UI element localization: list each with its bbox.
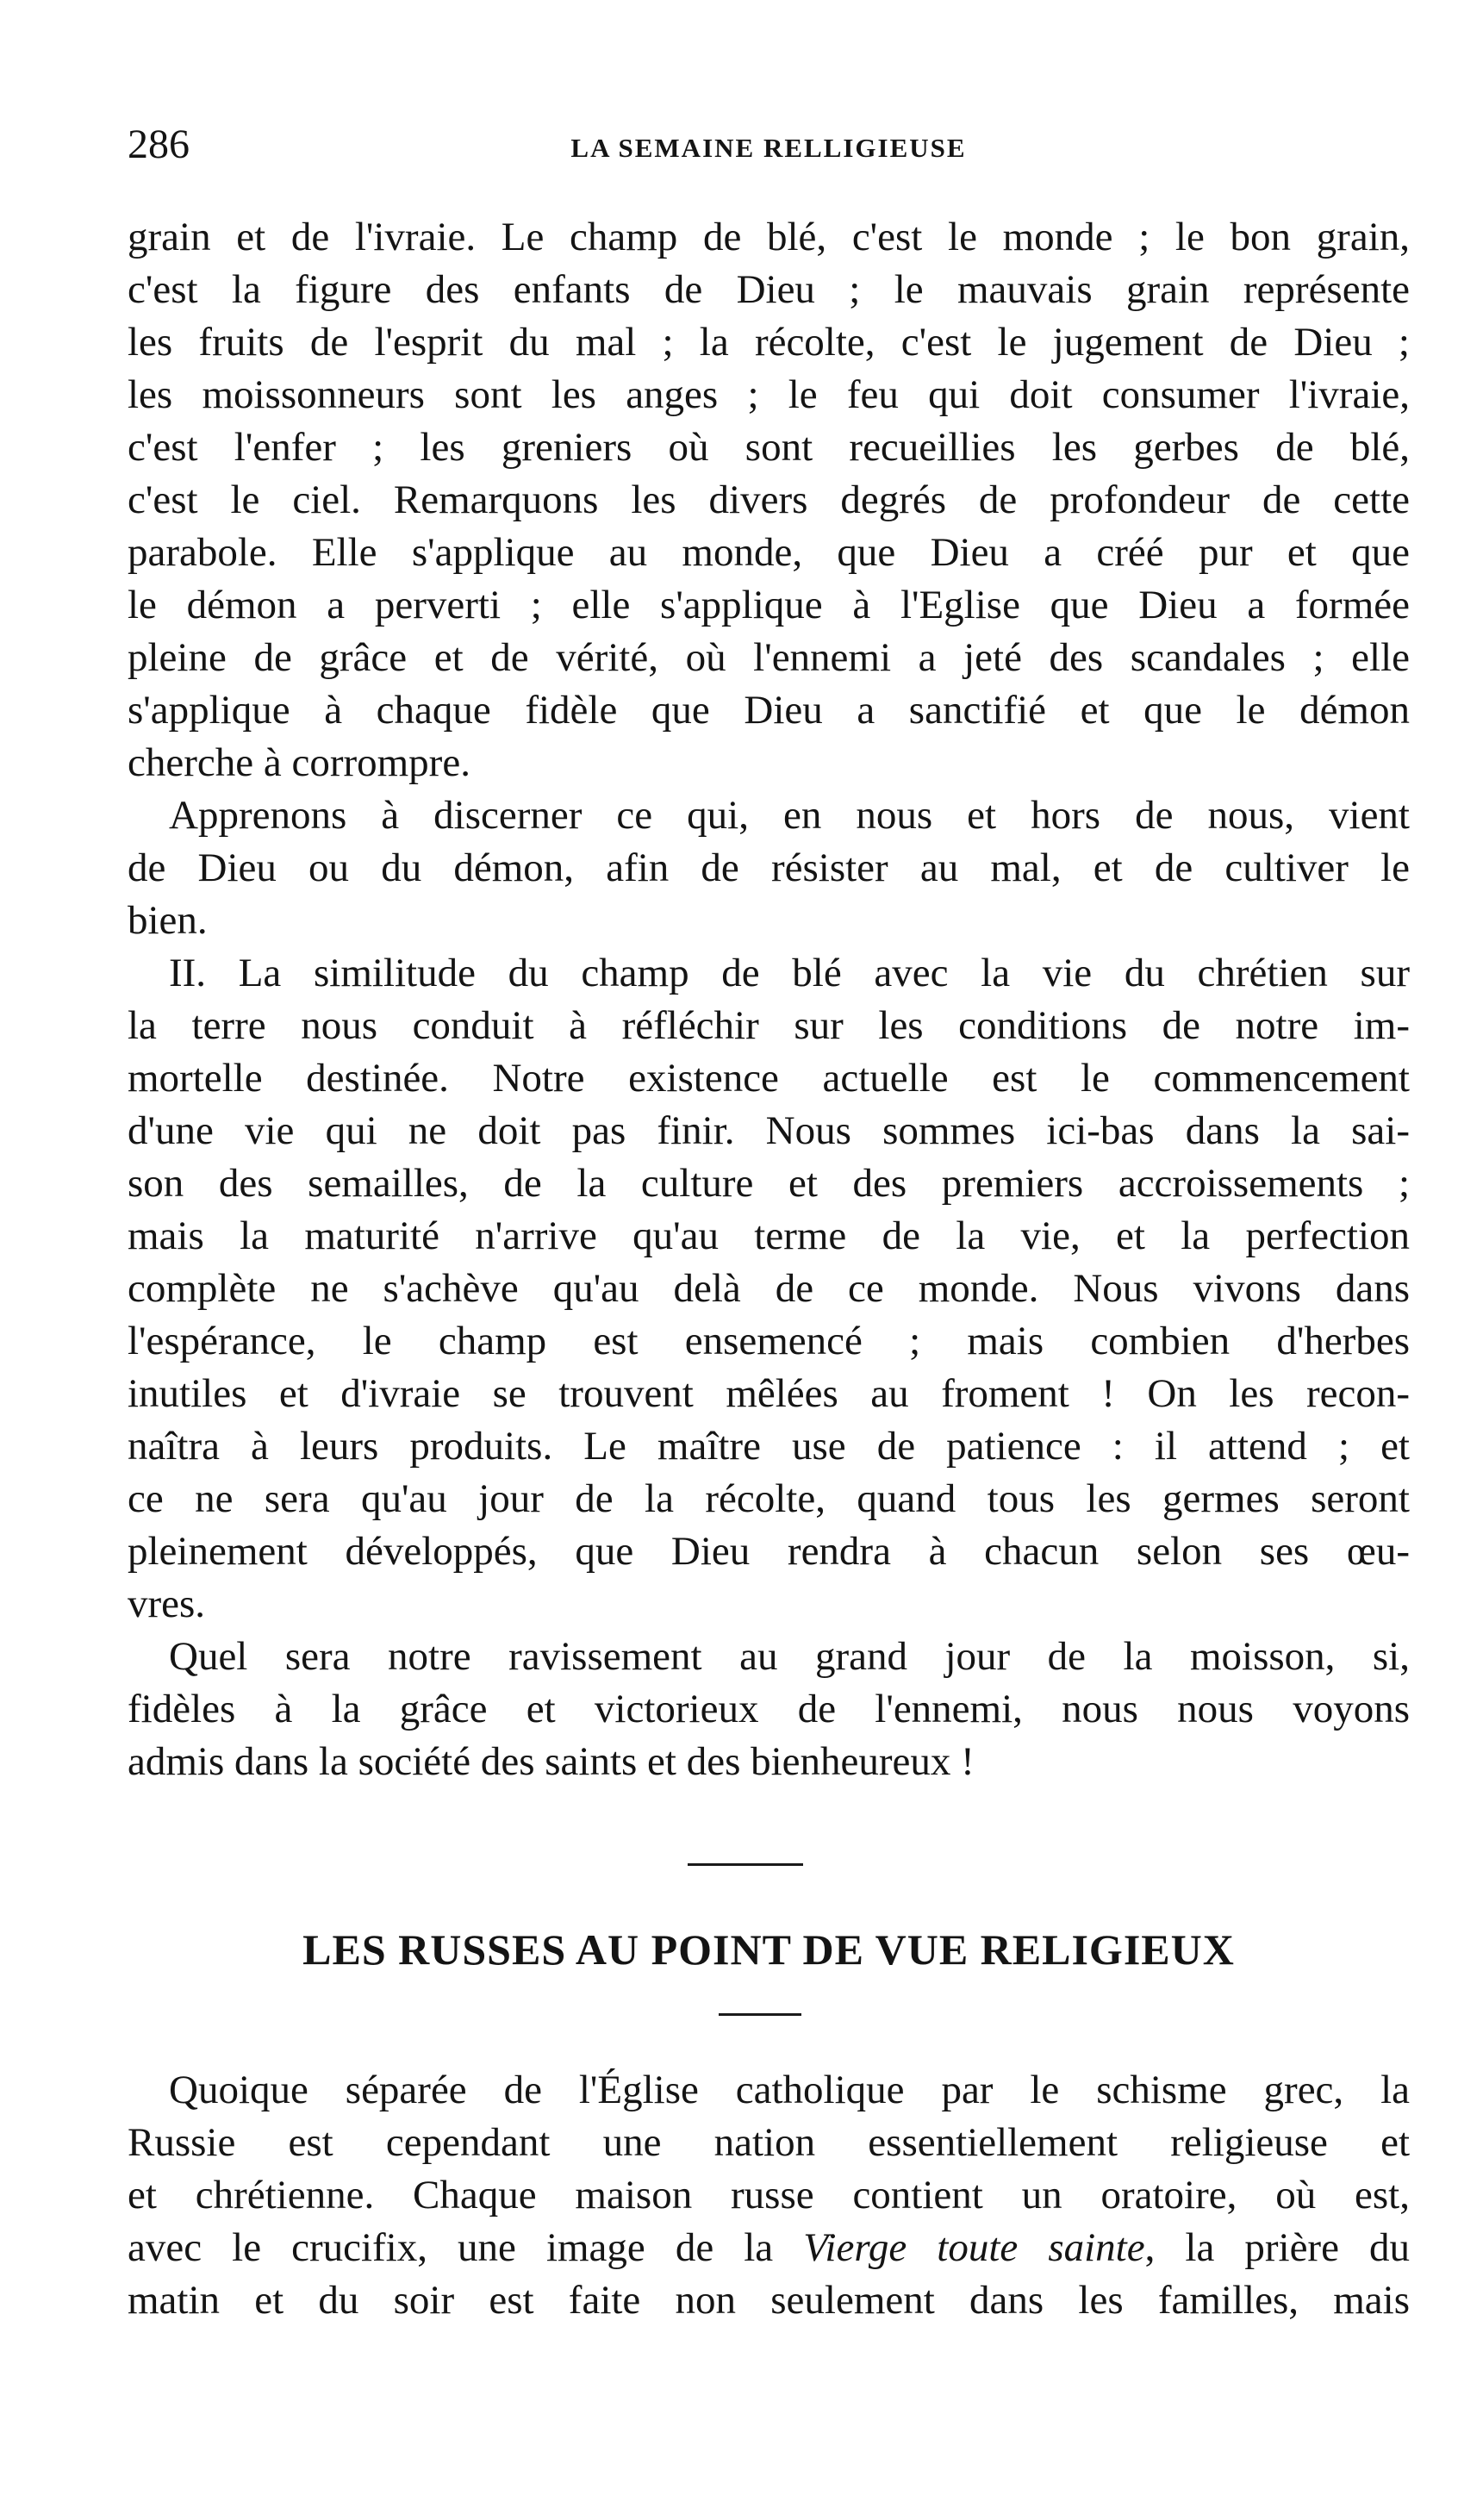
running-head: LA SEMAINE RELLIGIEUSE	[570, 133, 967, 163]
text-line: ce ne sera qu'au jour de la récolte, quand tous les germes seront	[128, 1476, 1410, 1521]
text-line	[128, 2222, 1410, 2274]
paragraph-1	[128, 211, 1410, 789]
text-line: naîtra à leurs produits. Le maître use de patience : il attend ; et	[128, 1424, 1410, 1469]
text-line: matin et du soir est faite non seulement dans les familles, mais	[128, 2278, 1410, 2323]
text-line: son des semailles, de la culture et des premiers accroissements ;	[128, 1161, 1410, 1206]
section-title: LES RUSSES AU POINT DE VUE RELIGIEUX	[302, 1925, 1235, 1974]
text-line: Quoique séparée de l'Église catholique par le schisme grec, la	[169, 2068, 1410, 2112]
text-line: Russie est cependant une nation essentiellement religieuse et	[128, 2120, 1410, 2165]
separator-rule-bottom	[719, 2013, 801, 2016]
text-line: de Dieu ou du démon, afin de résister au mal, et de cultiver le	[128, 845, 1410, 890]
text-line: et chrétienne. Chaque maison russe contient un oratoire, où est,	[128, 2173, 1410, 2217]
text-line: pleinement développés, que Dieu rendra à chacun selon ses œu-	[128, 1529, 1410, 1574]
text-line: c'est l'enfer ; les greniers où sont recueillies les gerbes de blé,	[128, 425, 1410, 470]
text-line: c'est le ciel. Remarquons les divers degrés de profondeur de cette	[128, 477, 1410, 522]
text-line: mortelle destinée. Notre existence actuelle est le commencement	[128, 1056, 1410, 1101]
text-line: II. La similitude du champ de blé avec la vie du chrétien sur	[169, 951, 1410, 995]
text-line: fidèles à la grâce et victorieux de l'ennemi, nous nous voyons	[128, 1687, 1410, 1731]
text-line: complète ne s'achève qu'au delà de ce monde. Nous vivons dans	[128, 1266, 1410, 1311]
text-line: parabole. Elle s'applique au monde, que Dieu a créé pur et que	[128, 530, 1410, 575]
paragraph-4	[128, 1631, 1410, 1788]
separator-rule-top	[688, 1863, 803, 1866]
text-line: Apprenons à discerner ce qui, en nous et hors de nous, vient	[169, 793, 1410, 838]
section-text-block	[128, 2064, 1410, 2327]
top-text-block	[128, 211, 1410, 1788]
text-line: bien.	[128, 898, 208, 943]
text-line: admis dans la société des saints et des bienheureux !	[128, 1739, 975, 1784]
text-segment: avec le crucifix, une image de la	[128, 2225, 804, 2270]
text-line: s'applique à chaque fidèle que Dieu a sanctifié et que le démon	[128, 688, 1410, 733]
text-line: la terre nous conduit à réfléchir sur les conditions de notre im-	[128, 1003, 1410, 1048]
text-line: d'une vie qui ne doit pas finir. Nous sommes ici-bas dans la sai-	[128, 1108, 1410, 1153]
paragraph-3	[128, 947, 1410, 1631]
text-line: le démon a perverti ; elle s'applique à l'Eglise que Dieu a formée	[128, 583, 1410, 627]
italic-phrase: Vierge toute sainte	[803, 2225, 1145, 2270]
text-line: les moissonneurs sont les anges ; le feu qui doit consumer l'ivraie,	[128, 372, 1410, 417]
text-line: inutiles et d'ivraie se trouvent mêlées au froment ! On les recon-	[128, 1371, 1410, 1416]
text-line: c'est la figure des enfants de Dieu ; le mauvais grain représente	[128, 267, 1410, 312]
text-line: l'espérance, le champ est ensemencé ; mais combien d'herbes	[128, 1319, 1410, 1363]
text-line: les fruits de l'esprit du mal ; la récolte, c'est le jugement de Dieu ;	[128, 320, 1410, 365]
text-line: mais la maturité n'arrive qu'au terme de la vie, et la perfection	[128, 1213, 1410, 1258]
text-line: grain et de l'ivraie. Le champ de blé, c'est le monde ; le bon grain,	[128, 215, 1410, 259]
text-line: cherche à corrompre.	[128, 740, 470, 785]
text-line: Quel sera notre ravissement au grand jour de la moisson, si,	[169, 1634, 1410, 1679]
text-segment: , la prière du	[1144, 2225, 1410, 2270]
paragraph-2	[128, 789, 1410, 947]
page-number: 286	[128, 122, 190, 167]
section-paragraph-1	[128, 2064, 1410, 2327]
page-header	[128, 119, 1410, 171]
text-line: pleine de grâce et de vérité, où l'ennemi a jeté des scandales ; elle	[128, 635, 1410, 680]
text-line: vres.	[128, 1581, 206, 1626]
